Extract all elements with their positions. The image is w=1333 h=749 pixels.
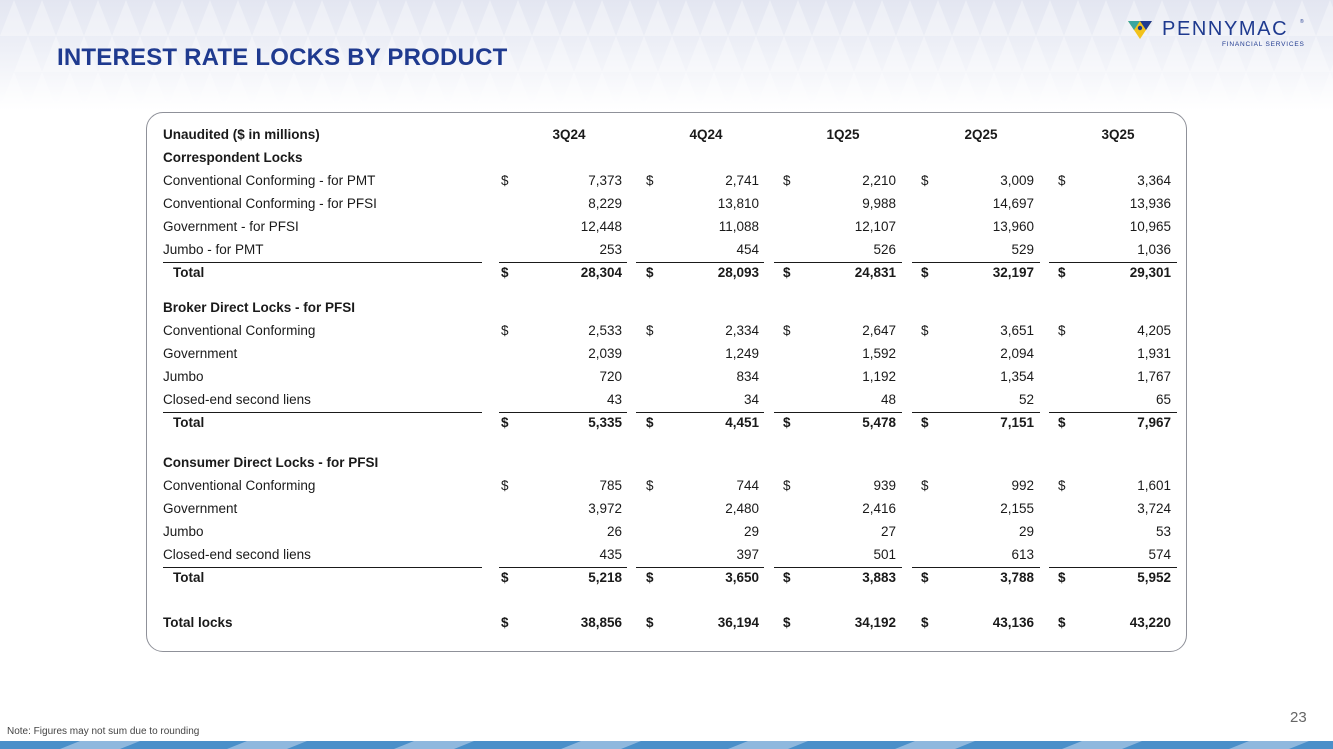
cell-value: 1,249 [725, 346, 759, 361]
cell-value: 613 [1011, 546, 1034, 562]
dollar-sign: $ [783, 323, 791, 338]
pattern-triangle [672, 0, 700, 36]
pattern-triangle [504, 72, 532, 108]
pattern-triangle [896, 0, 924, 36]
pattern-triangle [560, 72, 588, 108]
cell-value: 43 [606, 391, 622, 407]
col-header: 3Q24 [552, 127, 586, 142]
cell-value: 29 [1018, 523, 1034, 539]
dollar-sign: $ [501, 173, 509, 188]
pattern-triangle [700, 0, 728, 36]
page-title: INTEREST RATE LOCKS BY PRODUCT [57, 44, 508, 71]
cell-value: 939 [873, 478, 896, 493]
pattern-triangle [140, 0, 168, 36]
dollar-sign: $ [783, 570, 791, 585]
pattern-triangle [504, 0, 532, 36]
pattern-triangle [1288, 72, 1316, 108]
pattern-triangle [616, 72, 644, 108]
cell-value: 43,220 [1129, 615, 1171, 630]
pattern-triangle [868, 0, 896, 36]
pattern-triangle [1316, 0, 1333, 36]
cell-value: 32,197 [992, 265, 1034, 280]
pattern-triangle [602, 36, 630, 72]
pattern-triangle [644, 72, 672, 108]
table-row [147, 367, 1188, 387]
pattern-triangle [728, 72, 756, 108]
pattern-triangle [770, 36, 798, 72]
pattern-triangle [728, 0, 756, 36]
pattern-triangle [952, 72, 980, 108]
cell-value: 1,601 [1137, 478, 1171, 493]
pattern-triangle [1008, 0, 1036, 36]
pattern-triangle [112, 72, 140, 108]
cell-value: 2,039 [588, 346, 622, 361]
pattern-triangle [546, 36, 574, 72]
dollar-sign: $ [783, 478, 791, 493]
pattern-triangle [1036, 0, 1064, 36]
cell-value: 834 [736, 368, 759, 384]
cell-value: 4,205 [1137, 323, 1171, 338]
dollar-sign: $ [783, 415, 791, 430]
dollar-sign: $ [921, 173, 929, 188]
pattern-triangle [196, 72, 224, 108]
cell-value: 38,856 [580, 615, 622, 630]
pattern-triangle [224, 72, 252, 108]
section-title: Broker Direct Locks - for PFSI [163, 300, 356, 315]
table-row [147, 171, 1188, 191]
cell-value: 12,107 [854, 218, 896, 234]
pattern-triangle [196, 0, 224, 36]
cell-value: 501 [873, 546, 896, 562]
cell-value: 2,480 [725, 501, 759, 516]
table-row [147, 240, 1188, 260]
cell-value: 3,972 [588, 501, 622, 516]
pattern-triangle [756, 72, 784, 108]
cell-value: 992 [1011, 478, 1034, 493]
cell-value: 2,533 [588, 323, 622, 338]
pattern-triangle [112, 0, 140, 36]
pattern-triangle [994, 36, 1022, 72]
dollar-sign: $ [646, 265, 654, 280]
table-row [147, 217, 1188, 237]
pattern-triangle [280, 72, 308, 108]
pattern-triangle [560, 0, 588, 36]
pattern-triangle [616, 0, 644, 36]
dollar-sign: $ [1058, 615, 1066, 630]
pattern-triangle [1232, 72, 1260, 108]
row-label: Government - for PFSI [163, 218, 299, 234]
pattern-triangle [672, 72, 700, 108]
dollar-sign: $ [783, 615, 791, 630]
cell-value: 29 [743, 523, 759, 539]
cell-value: 3,651 [1000, 323, 1034, 338]
pattern-triangle [1316, 72, 1333, 108]
pennymac-logo [1128, 18, 1318, 52]
pattern-triangle [1064, 72, 1092, 108]
pattern-triangle [952, 0, 980, 36]
cell-value: 65 [1155, 391, 1171, 407]
pattern-triangle [336, 0, 364, 36]
pattern-triangle [966, 36, 994, 72]
table-row [147, 344, 1188, 364]
cell-value: 744 [736, 478, 759, 493]
pattern-triangle [658, 36, 686, 72]
pattern-triangle [980, 72, 1008, 108]
pattern-triangle [686, 36, 714, 72]
pattern-triangle [784, 72, 812, 108]
pattern-triangle [1092, 72, 1120, 108]
cell-value: 435 [599, 546, 622, 562]
col-header: 4Q24 [689, 127, 723, 142]
logo-subtitle: FINANCIAL SERVICES [1222, 41, 1305, 48]
pattern-triangle [882, 36, 910, 72]
cell-value: 14,697 [992, 196, 1034, 211]
row-label: Conventional Conforming - for PMT [163, 173, 376, 188]
cell-value: 27 [880, 523, 896, 539]
cell-value: 52 [1018, 391, 1034, 407]
cell-value: 13,960 [992, 218, 1034, 234]
cell-value: 7,967 [1137, 415, 1171, 430]
pattern-triangle [56, 72, 84, 108]
cell-value: 1,192 [862, 368, 896, 384]
dollar-sign: $ [501, 615, 509, 630]
cell-value: 1,354 [1000, 368, 1034, 384]
pattern-triangle [28, 72, 56, 108]
table-row [147, 545, 1188, 565]
table-row [147, 321, 1188, 341]
row-label: Closed-end second liens [163, 391, 311, 407]
dollar-sign: $ [501, 478, 509, 493]
pattern-triangle [784, 0, 812, 36]
pattern-triangle [924, 0, 952, 36]
cell-value: 3,009 [1000, 173, 1034, 188]
cell-value: 2,647 [862, 323, 896, 338]
dollar-sign: $ [921, 615, 929, 630]
cell-value: 3,364 [1137, 173, 1171, 188]
pattern-triangle [644, 0, 672, 36]
pattern-triangle [854, 36, 882, 72]
pattern-triangle [168, 0, 196, 36]
cell-value: 48 [880, 391, 896, 407]
pattern-triangle [420, 0, 448, 36]
cell-value: 13,936 [1129, 196, 1171, 211]
cell-value: 2,094 [1000, 346, 1034, 361]
cell-value: 1,931 [1137, 346, 1171, 361]
dollar-sign: $ [646, 478, 654, 493]
cell-value: 26 [606, 523, 622, 539]
rate-locks-table [146, 112, 1187, 652]
pattern-triangle [1148, 72, 1176, 108]
cell-value: 7,151 [1000, 415, 1034, 430]
dollar-sign: $ [646, 173, 654, 188]
dollar-sign: $ [1058, 173, 1066, 188]
dollar-sign: $ [646, 570, 654, 585]
section-title-row [147, 453, 1188, 473]
cell-value: 2,210 [862, 173, 896, 188]
pattern-triangle [1050, 36, 1078, 72]
pattern-triangle [476, 72, 504, 108]
pattern-triangle [1036, 72, 1064, 108]
cell-value: 34 [743, 391, 759, 407]
dollar-sign: $ [783, 173, 791, 188]
pattern-triangle [798, 36, 826, 72]
pattern-triangle [364, 0, 392, 36]
pattern-triangle [0, 0, 28, 36]
row-label: Total locks [163, 615, 233, 630]
row-label: Closed-end second liens [163, 546, 311, 562]
dollar-sign: $ [921, 415, 929, 430]
cell-value: 53 [1155, 523, 1171, 539]
pattern-triangle [392, 0, 420, 36]
dollar-sign: $ [1058, 265, 1066, 280]
pattern-triangle [392, 72, 420, 108]
pattern-triangle [532, 72, 560, 108]
row-label: Total [173, 265, 205, 280]
table-row [147, 390, 1188, 410]
cell-value: 785 [599, 478, 622, 493]
cell-value: 4,451 [725, 415, 759, 430]
pattern-triangle [1120, 72, 1148, 108]
cell-value: 253 [599, 241, 622, 257]
row-label: Jumbo [163, 368, 204, 384]
page-number: 23 [1290, 709, 1307, 726]
dollar-sign: $ [921, 323, 929, 338]
pattern-triangle [588, 0, 616, 36]
cell-value: 11,088 [718, 218, 759, 234]
cell-value: 29,301 [1129, 265, 1171, 280]
cell-value: 5,335 [588, 415, 622, 430]
cell-value: 1,767 [1137, 368, 1171, 384]
row-label: Total [173, 415, 205, 430]
row-label: Conventional Conforming - for PFSI [163, 196, 377, 211]
dollar-sign: $ [921, 478, 929, 493]
col-header: 1Q25 [826, 127, 860, 142]
pattern-triangle [420, 72, 448, 108]
pattern-triangle [308, 72, 336, 108]
cell-value: 720 [599, 368, 622, 384]
pattern-triangle [1008, 72, 1036, 108]
cell-value: 10,965 [1129, 218, 1171, 234]
pattern-triangle [56, 0, 84, 36]
cell-value: 454 [736, 241, 759, 257]
pattern-triangle [140, 72, 168, 108]
cell-value: 5,478 [862, 415, 896, 430]
pattern-triangle [756, 0, 784, 36]
pattern-triangle [896, 72, 924, 108]
cell-value: 34,192 [854, 615, 896, 630]
pattern-triangle [532, 0, 560, 36]
pattern-triangle [0, 72, 28, 108]
cell-value: 397 [736, 546, 759, 562]
row-label: Jumbo - for PMT [163, 241, 264, 257]
cell-value: 2,741 [725, 173, 759, 188]
cell-value: 28,093 [717, 265, 759, 280]
footnote: Note: Figures may not sum due to rounding [7, 726, 200, 737]
cell-value: 28,304 [580, 265, 622, 280]
cell-value: 3,650 [725, 570, 759, 585]
cell-value: 1,592 [862, 346, 896, 361]
footer-band [0, 741, 1333, 749]
pattern-triangle [280, 0, 308, 36]
total-row [147, 263, 1188, 283]
pattern-triangle [868, 72, 896, 108]
dollar-sign: $ [646, 415, 654, 430]
cell-value: 3,883 [862, 570, 896, 585]
table-row [147, 499, 1188, 519]
cell-value: 526 [873, 241, 896, 257]
dollar-sign: $ [501, 323, 509, 338]
pattern-triangle [448, 72, 476, 108]
cell-value: 13,810 [717, 196, 759, 211]
pattern-triangle [476, 0, 504, 36]
col-header: 3Q25 [1101, 127, 1135, 142]
cell-value: 36,194 [717, 615, 759, 630]
pattern-triangle [1064, 0, 1092, 36]
cell-value: 1,036 [1137, 241, 1171, 257]
pattern-triangle [84, 72, 112, 108]
pattern-triangle [168, 72, 196, 108]
dollar-sign: $ [921, 570, 929, 585]
pattern-triangle [812, 72, 840, 108]
pattern-triangle [588, 72, 616, 108]
pattern-triangle [742, 36, 770, 72]
cell-value: 2,334 [725, 323, 759, 338]
table-header-row [147, 125, 1188, 145]
section-title-row [147, 298, 1188, 318]
cell-value: 529 [1011, 241, 1034, 257]
table-row [147, 522, 1188, 542]
row-label: Conventional Conforming [163, 478, 316, 493]
cell-value: 5,952 [1137, 570, 1171, 585]
cell-value: 2,155 [1000, 501, 1034, 516]
pattern-triangle [224, 0, 252, 36]
cell-value: 5,218 [588, 570, 622, 585]
pattern-triangle [518, 36, 546, 72]
cell-value: 8,229 [588, 196, 622, 211]
pattern-triangle [252, 0, 280, 36]
cell-value: 24,831 [854, 265, 896, 280]
cell-value: 43,136 [992, 615, 1034, 630]
pattern-triangle [630, 36, 658, 72]
row-label: Government [163, 501, 238, 516]
pattern-triangle [1022, 36, 1050, 72]
row-label: Conventional Conforming [163, 323, 316, 338]
section-title: Consumer Direct Locks - for PFSI [163, 455, 379, 470]
dollar-sign: $ [501, 570, 509, 585]
pattern-triangle [938, 36, 966, 72]
dollar-sign: $ [1058, 415, 1066, 430]
dollar-sign: $ [921, 265, 929, 280]
cell-value: 3,788 [1000, 570, 1034, 585]
pattern-triangle [840, 72, 868, 108]
dollar-sign: $ [1058, 323, 1066, 338]
grand-total-row [147, 613, 1188, 633]
dollar-sign: $ [501, 415, 509, 430]
cell-value: 3,724 [1137, 501, 1171, 516]
pattern-triangle [1260, 72, 1288, 108]
pattern-triangle [714, 36, 742, 72]
table-row [147, 194, 1188, 214]
pattern-triangle [924, 72, 952, 108]
dollar-sign: $ [646, 323, 654, 338]
pattern-triangle [364, 72, 392, 108]
cell-value: 9,988 [862, 196, 896, 211]
cell-value: 574 [1148, 546, 1171, 562]
pattern-triangle [840, 0, 868, 36]
pennymac-logo-icon [1128, 21, 1152, 39]
row-label: Government [163, 346, 238, 361]
header-label: Unaudited ($ in millions) [163, 127, 320, 142]
pattern-triangle [1078, 36, 1106, 72]
pattern-triangle [14, 36, 42, 72]
pattern-triangle [84, 0, 112, 36]
pattern-triangle [1092, 0, 1120, 36]
row-label: Jumbo [163, 523, 204, 539]
logo-name: PENNYMAC [1162, 18, 1289, 40]
pattern-triangle [28, 0, 56, 36]
total-row [147, 413, 1188, 433]
section-title: Correspondent Locks [163, 150, 303, 165]
logo-registered: ® [1300, 19, 1304, 25]
col-header: 2Q25 [964, 127, 998, 142]
pattern-triangle [700, 72, 728, 108]
total-row [147, 568, 1188, 588]
dollar-sign: $ [501, 265, 509, 280]
pattern-triangle [980, 0, 1008, 36]
pattern-triangle [308, 0, 336, 36]
cell-value: 12,448 [580, 218, 622, 234]
dollar-sign: $ [783, 265, 791, 280]
dollar-sign: $ [1058, 570, 1066, 585]
pattern-triangle [910, 36, 938, 72]
pattern-triangle [448, 0, 476, 36]
section-title-row [147, 148, 1188, 168]
pattern-triangle [826, 36, 854, 72]
pattern-triangle [1176, 72, 1204, 108]
cell-value: 2,416 [862, 501, 896, 516]
pattern-triangle [336, 72, 364, 108]
pattern-triangle [1204, 72, 1232, 108]
table-row [147, 476, 1188, 496]
cell-value: 7,373 [588, 173, 622, 188]
pattern-triangle [252, 72, 280, 108]
dollar-sign: $ [1058, 478, 1066, 493]
dollar-sign: $ [646, 615, 654, 630]
row-label: Total [173, 570, 205, 585]
pattern-triangle [812, 0, 840, 36]
pattern-triangle [574, 36, 602, 72]
